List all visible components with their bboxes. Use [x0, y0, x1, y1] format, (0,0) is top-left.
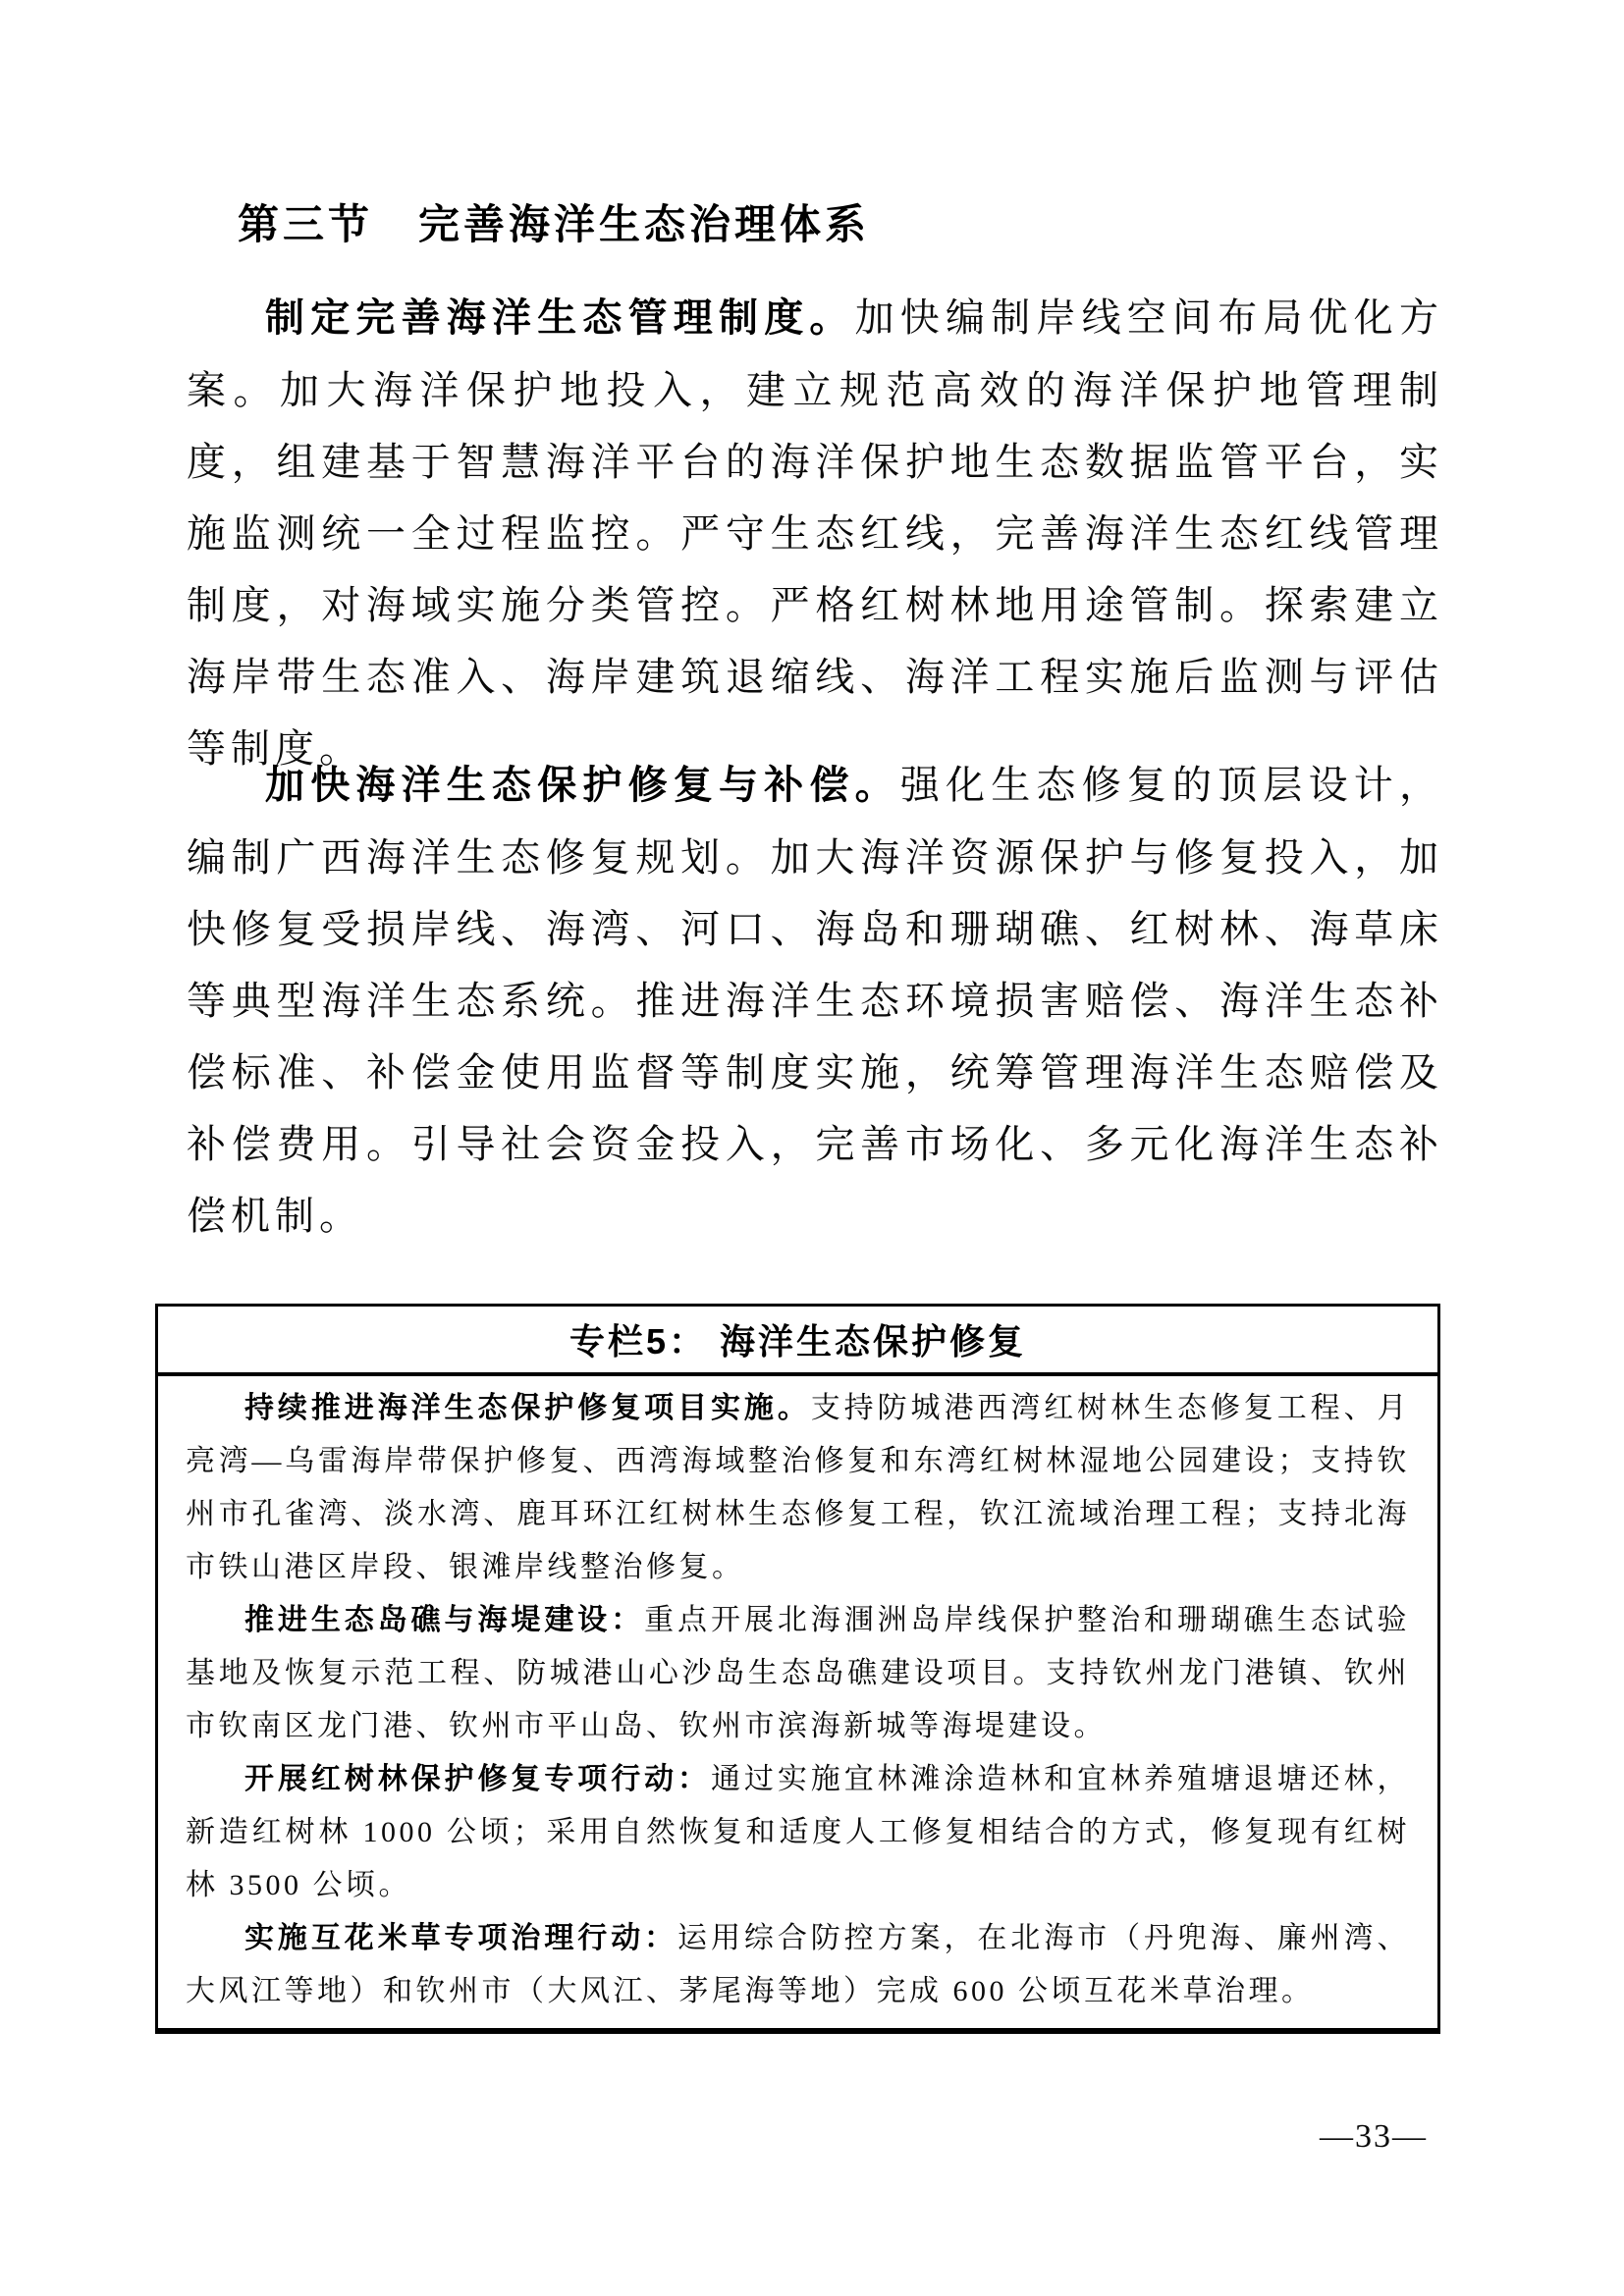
box-paragraph-3-text: 通过实施宜林滩涂造林和宜林养殖塘退塘还林，新造红树林 1000 公顷；采用自然恢复和适度人工修复相结合的方式，修复现有红树林 3500 公顷。: [186, 1763, 1411, 1901]
body-paragraph-2-text: 强化生态修复的顶层设计，编制广西海洋生态修复规划。加大海洋资源保护与修复投入，加快修复受损岸线、海湾、河口、海岛和珊瑚礁、红树林、海草床等典型海洋生态系统。推进海洋生态环境损害赔偿、海洋生态补偿标准、补偿金使用监督等制度实施，统筹管理海洋生态赔偿及补偿费用。引导社会资金投入，完善市场化、多元化海洋生态补偿机制。: [187, 763, 1444, 1238]
box-paragraph-3: [186, 1753, 1410, 1912]
special-column-box: [155, 1304, 1440, 2034]
section-heading: 第三节 完善海洋生态治理体系: [238, 201, 871, 247]
box-paragraph-2-text: 重点开展北海涠洲岛岸线保护整治和珊瑚礁生态试验基地及恢复示范工程、防城港山心沙岛生态岛礁建设项目。支持钦州龙门港镇、钦州市钦南区龙门港、钦州市平山岛、钦州市滨海新城等海堤建设。: [186, 1604, 1411, 1742]
box-paragraph-1-text: 支持防城港西湾红树林生态修复工程、月亮湾—乌雷海岸带保护修复、西湾海域整治修复和东湾红树林湿地公园建设；支持钦州市孔雀湾、淡水湾、鹿耳环江红树林生态修复工程，钦江流域治理工程；支持北海市铁山港区岸段、银滩岸线整治修复。: [186, 1392, 1410, 1583]
box-paragraph-4-text: 运用综合防控方案，在北海市（丹兜海、廉州湾、大风江等地）和钦州市（大风江、茅尾海等地）完成 600 公顷互花米草治理。: [186, 1922, 1411, 2007]
body-paragraph-2: [187, 749, 1443, 1252]
column-box-title: 专栏5： 海洋生态保护修复: [158, 1307, 1437, 1376]
column-box-body: [158, 1376, 1437, 2028]
box-paragraph-1-lead: 持续推进海洋生态保护修复项目实施。: [244, 1392, 811, 1424]
body-paragraph-2-lead: 加快海洋生态保护修复与补偿。: [265, 764, 900, 807]
body-paragraph-1: [187, 282, 1443, 784]
box-paragraph-4-lead: 实施互花米草专项治理行动：: [244, 1922, 678, 1954]
box-paragraph-2: [186, 1594, 1410, 1753]
box-paragraph-4: [186, 1912, 1410, 2018]
box-paragraph-3-lead: 开展红树林保护修复专项行动：: [244, 1763, 711, 1795]
box-paragraph-1: [186, 1382, 1410, 1594]
body-paragraph-1-lead: 制定完善海洋生态管理制度。: [265, 296, 855, 340]
box-paragraph-2-lead: 推进生态岛礁与海堤建设：: [244, 1604, 645, 1636]
page-number: —33—: [1320, 2118, 1428, 2155]
body-paragraph-1-text: 加快编制岸线空间布局优化方案。加大海洋保护地投入，建立规范高效的海洋保护地管理制度，组建基于智慧海洋平台的海洋保护地生态数据监管平台，实施监测统一全过程监控。严守生态红线，完善海洋生态红线管理制度，对海域实施分类管控。严格红树林地用途管制。探索建立海岸带生态准入、海岸建筑退缩线、海洋工程实施后监测与评估等制度。: [187, 295, 1444, 771]
